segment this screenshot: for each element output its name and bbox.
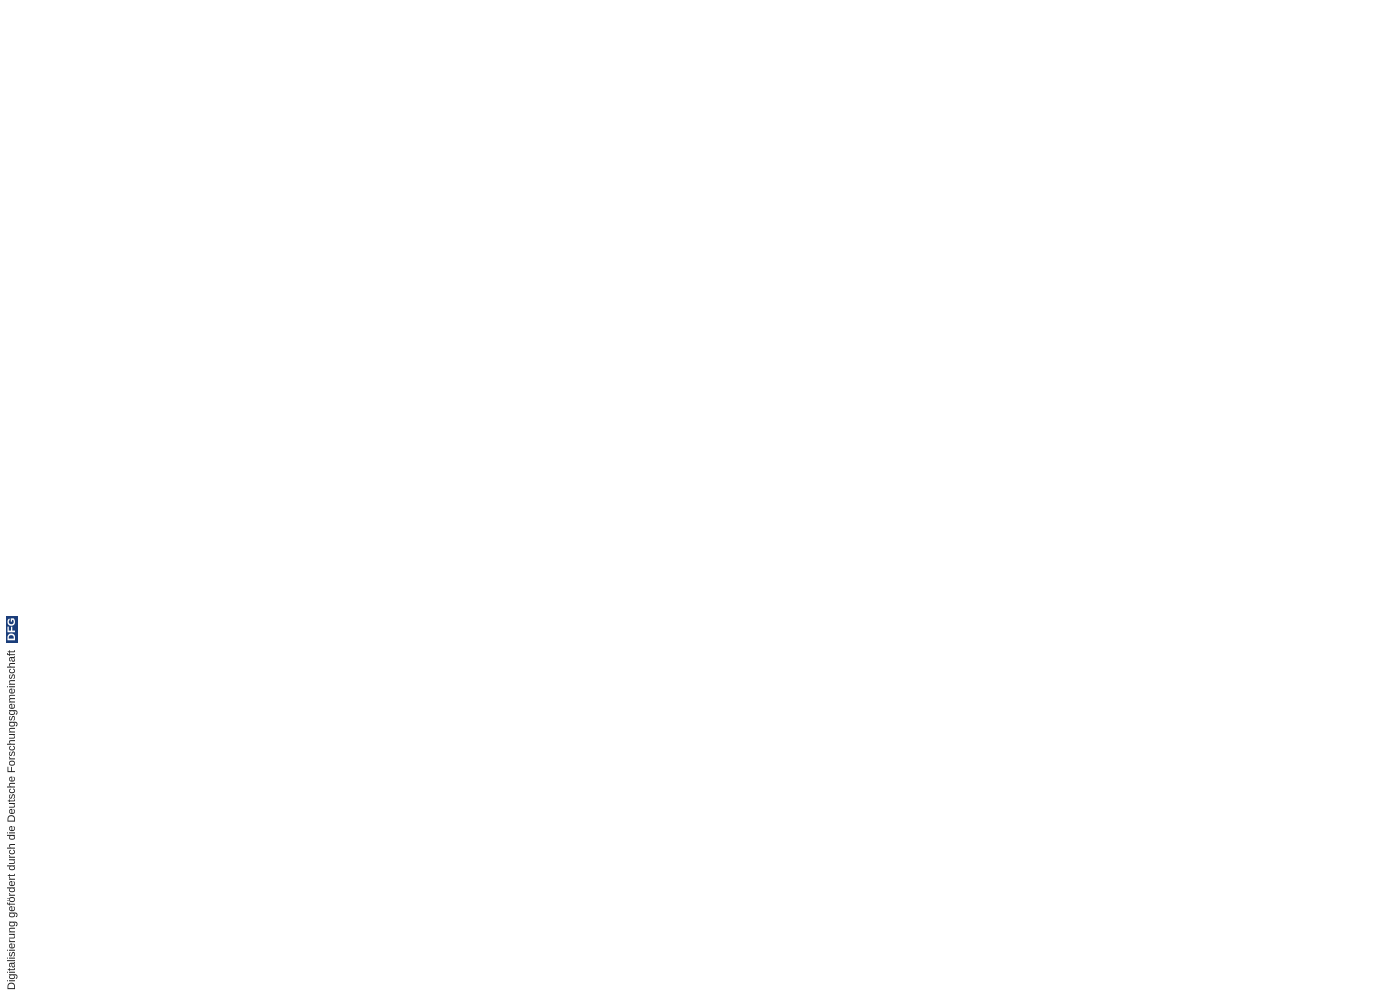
credit-text: Digitalisierung gefördert durch die Deutsche Forschungsgemeinschaft bbox=[6, 650, 18, 990]
dfg-logo: DFG bbox=[6, 617, 18, 641]
digitization-credit bbox=[6, 616, 18, 990]
